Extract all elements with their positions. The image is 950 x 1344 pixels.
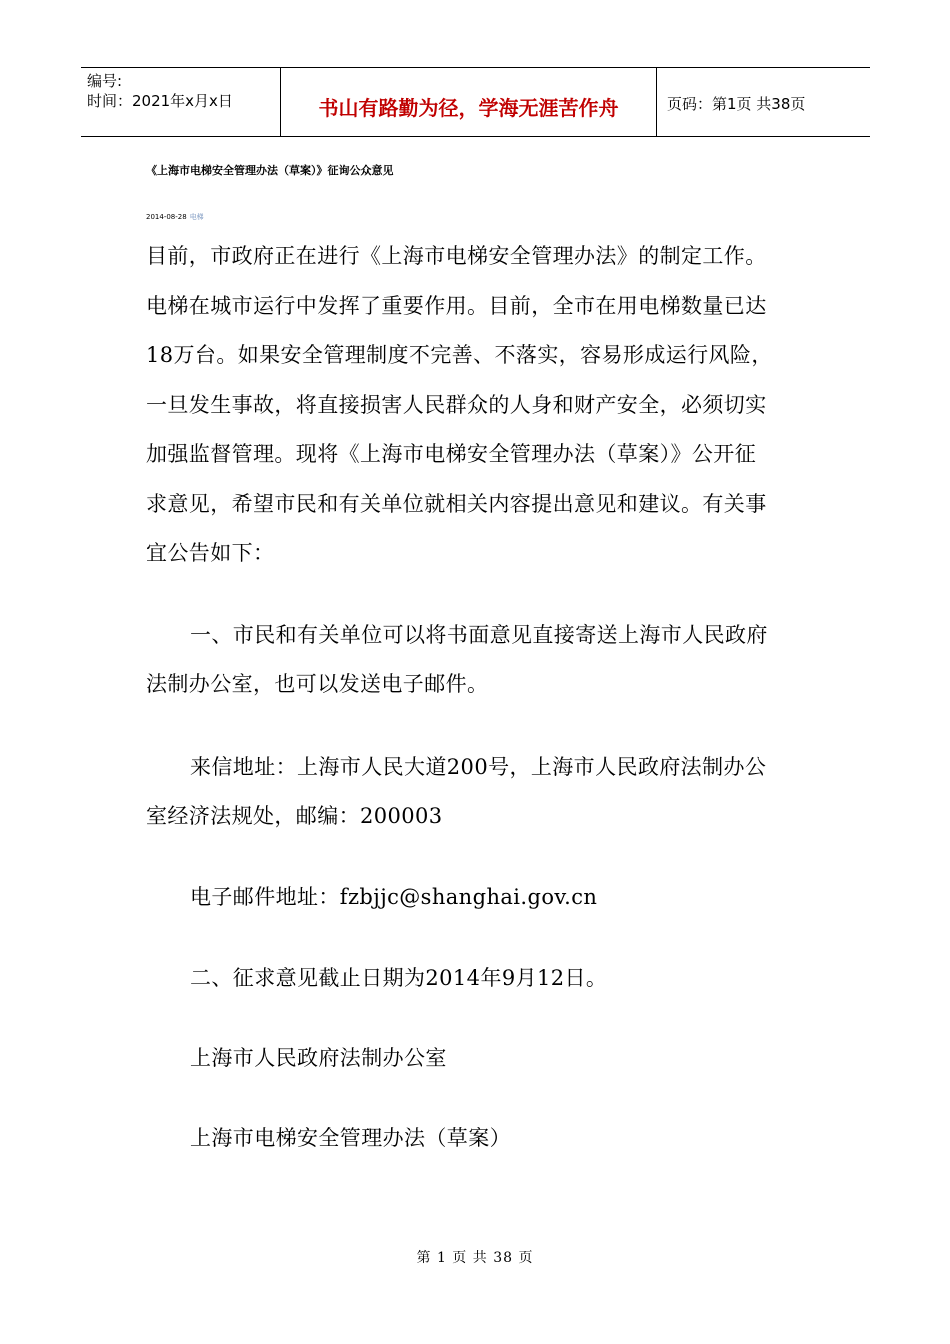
intro-line: 求意见，希望市民和有关单位就相关内容提出意见和建议。有关事 — [146, 491, 767, 516]
article-title: 《上海市电梯安全管理办法（草案）》征询公众意见 — [146, 164, 394, 177]
header-page-info: 页码：第1页 共38页 — [667, 94, 806, 113]
intro-line: 18万台。如果安全管理制度不完善、不落实，容易形成运行风险， — [146, 343, 773, 367]
item-one-paragraph — [146, 611, 806, 709]
number-label: 编号: — [87, 72, 123, 90]
item-one-line: 法制办公室，也可以发送电子邮件。 — [146, 672, 489, 696]
email-paragraph — [146, 873, 806, 922]
address-line: 来信地址：上海市人民大道200号，上海市人民政府法制办公 — [190, 755, 767, 779]
issuer-line: 上海市人民政府法制办公室 — [190, 1046, 447, 1070]
header-meta — [81, 68, 281, 136]
intro-line: 宜公告如下： — [146, 541, 275, 565]
address-line: 室经济法规处，邮编：200003 — [146, 804, 443, 828]
item-one-line: 一、市民和有关单位可以将书面意见直接寄送上海市人民政府 — [190, 623, 768, 647]
item-two-line: 二、征求意见截止日期为2014年9月12日。 — [190, 966, 608, 990]
document-header — [81, 67, 870, 137]
intro-line: 电梯在城市运行中发挥了重要作用。目前，全市在用电梯数量已达 — [146, 293, 767, 318]
article-tag-link[interactable]: 电梯 — [189, 213, 204, 221]
intro-line: 目前，市政府正在进行《上海市电梯安全管理办法》的制定工作。 — [146, 244, 767, 268]
email-line: 电子邮件地址：fzbjjc@shanghai.gov.cn — [190, 885, 598, 909]
item-two-paragraph — [146, 954, 806, 1003]
issuer-paragraph — [146, 1034, 806, 1083]
time-label: 时间：2021年x月x日 — [87, 92, 233, 110]
article-date: 2014-08-28 — [146, 213, 187, 221]
draft-title-line: 上海市电梯安全管理办法（草案） — [190, 1126, 511, 1150]
intro-line: 一旦发生事故，将直接损害人民群众的人身和财产安全，必须切实 — [146, 392, 767, 417]
page-footer: 第 1 页 共 38 页 — [416, 1250, 534, 1266]
article-meta — [146, 212, 204, 222]
draft-title-paragraph — [146, 1114, 806, 1163]
address-paragraph — [146, 743, 806, 841]
header-motto: 书山有路勤为径，学海无涯苦作舟 — [281, 68, 657, 136]
intro-paragraph — [146, 232, 796, 579]
intro-line: 加强监督管理。现将《上海市电梯安全管理办法（草案）》公开征 — [146, 442, 757, 466]
